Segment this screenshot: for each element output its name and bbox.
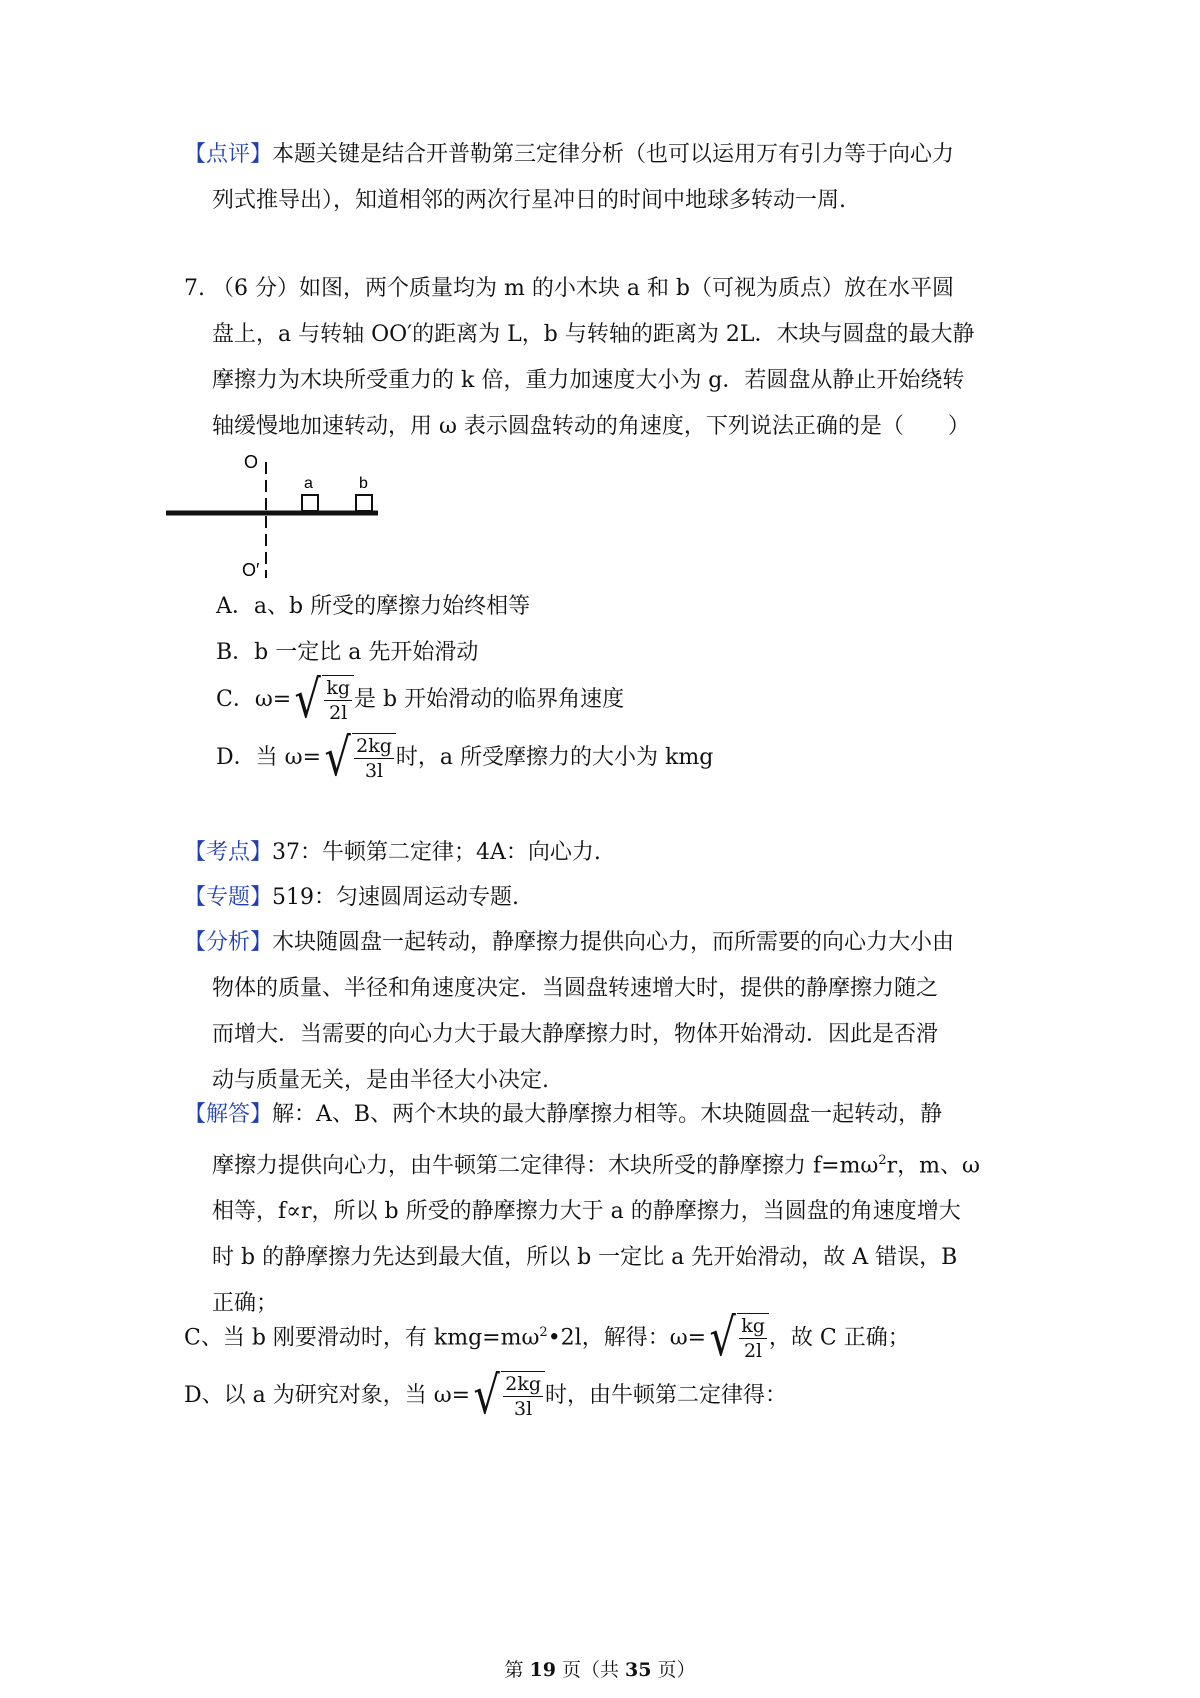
block-b — [356, 495, 372, 511]
kaodian-tag: 【考点】 — [184, 840, 273, 865]
zhuanti-line — [184, 875, 519, 921]
fenxi-line2: 物体的质量、半径和角速度决定．当圆盘转速增大时，提供的静摩擦力随之 — [212, 976, 939, 1001]
fenxi-line1: 木块随圆盘一起转动，静摩擦力提供向心力，而所需要的向心力大小由 — [272, 930, 955, 955]
page-number: 19 — [529, 1659, 556, 1681]
option-b: B．b 一定比 a 先开始滑动 — [216, 640, 479, 665]
option-d-den: 3l — [364, 760, 384, 782]
zhuanti-text: 519：匀速圆周运动专题. — [272, 885, 520, 910]
question-number: 7. — [184, 276, 205, 301]
fenxi-block — [184, 920, 1024, 1104]
kaodian-text: 37：牛顿第二定律；4A：向心力. — [272, 840, 601, 865]
label-b: b — [359, 475, 368, 492]
jieda-d-line: D、以 a 为研究对象，当 ω= √ $\frac{2kg}{3l}$ 时，由牛顿第二定律得： — [184, 1366, 788, 1426]
question-line1: （6 分）如图，两个质量均为 m 的小木块 a 和 b（可视为质点）放在水平圆 — [212, 276, 955, 301]
fenxi-line4: 动与质量无关，是由半径大小决定. — [212, 1068, 549, 1093]
jieda-line2: 摩擦力提供向心力，由牛顿第二定律得：木块所受的静摩擦力 $f=m\omega^2r$，m、ω — [212, 1153, 980, 1179]
page-total: 35 — [625, 1659, 652, 1681]
option-d-num: 2kg — [356, 735, 392, 757]
jieda-line1: 解：A、B、两个木块的最大静摩擦力相等。木块随圆盘一起转动，静 — [272, 1102, 943, 1127]
kaodian-line — [184, 830, 601, 876]
option-c — [216, 672, 624, 728]
label-o-top: O — [244, 452, 259, 472]
zhuanti-tag: 【专题】 — [184, 885, 273, 910]
option-c-prefix: C．ω= — [216, 687, 292, 712]
sqrt-jieda-c: √ $\frac{kg}{2l}$ — [706, 1310, 769, 1366]
jieda-block — [184, 1092, 1024, 1327]
fenxi-line3: 而增大．当需要的向心力大于最大静摩擦力时，物体开始滑动．因此是否滑 — [212, 1022, 939, 1047]
jieda-tag: 【解答】 — [184, 1102, 273, 1127]
jieda-line4: 时 b 的静摩擦力先达到最大值，所以 b 一定比 a 先开始滑动，故 A 错误，B — [212, 1245, 958, 1271]
fenxi-tag: 【分析】 — [184, 930, 273, 955]
page-footer: 第 19 页（共 35 页） — [504, 1659, 696, 1681]
question-line3: 摩擦力为木块所受重力的 k 倍，重力加速度大小为 g．若圆盘从静止开始绕转 — [212, 368, 965, 393]
option-d — [216, 730, 713, 786]
review-tag: 【点评】 — [184, 142, 273, 167]
jieda-c-line: C、当 b 刚要滑动时，有 $kmg=m\omega^2•2l$，解得：ω= √ $\frac{kg}{2l}$ ，故 C 正确； — [184, 1308, 910, 1369]
sqrt-c: √ $\frac{kg}{2l}$ — [291, 672, 354, 728]
review-line2: 列式推导出），知道相邻的两次行星冲日的时间中地球多转动一周. — [212, 188, 846, 213]
review-block — [184, 132, 1024, 224]
option-d-prefix: D．当 ω= — [216, 745, 322, 770]
option-a: A．a、b 所受的摩擦力始终相等 — [216, 594, 531, 619]
option-c-suffix: 是 b 开始滑动的临界角速度 — [354, 687, 625, 712]
block-a — [302, 495, 318, 511]
option-d-suffix: 时，a 所受摩擦力的大小为 kmg — [395, 745, 714, 770]
question-line4: 轴缓慢地加速转动，用 ω 表示圆盘转动的角速度，下列说法正确的是（ ） — [212, 414, 970, 439]
option-c-den: 2l — [329, 702, 348, 724]
label-a: a — [304, 475, 313, 492]
review-line1: 本题关键是结合开普勒第三定律分析（也可以运用万有引力等于向心力 — [272, 142, 955, 167]
question-block — [184, 266, 1024, 450]
label-o-bottom: O′ — [242, 560, 260, 580]
sqrt-jieda-d: √ $\frac{2kg}{3l}$ — [470, 1368, 545, 1424]
sqrt-d: √ $\frac{2kg}{3l}$ — [321, 730, 396, 786]
question-line2: 盘上，a 与转轴 OO′的距离为 L，b 与转轴的距离为 2L．木块与圆盘的最大静 — [212, 322, 975, 347]
option-c-num: kg — [326, 677, 351, 699]
turntable-figure — [160, 440, 400, 590]
jieda-line3: 相等，f∝r，所以 b 所受的静摩擦力大于 a 的静摩擦力，当圆盘的角速度增大 — [212, 1199, 961, 1225]
jieda-line5: 正确； — [212, 1291, 279, 1317]
